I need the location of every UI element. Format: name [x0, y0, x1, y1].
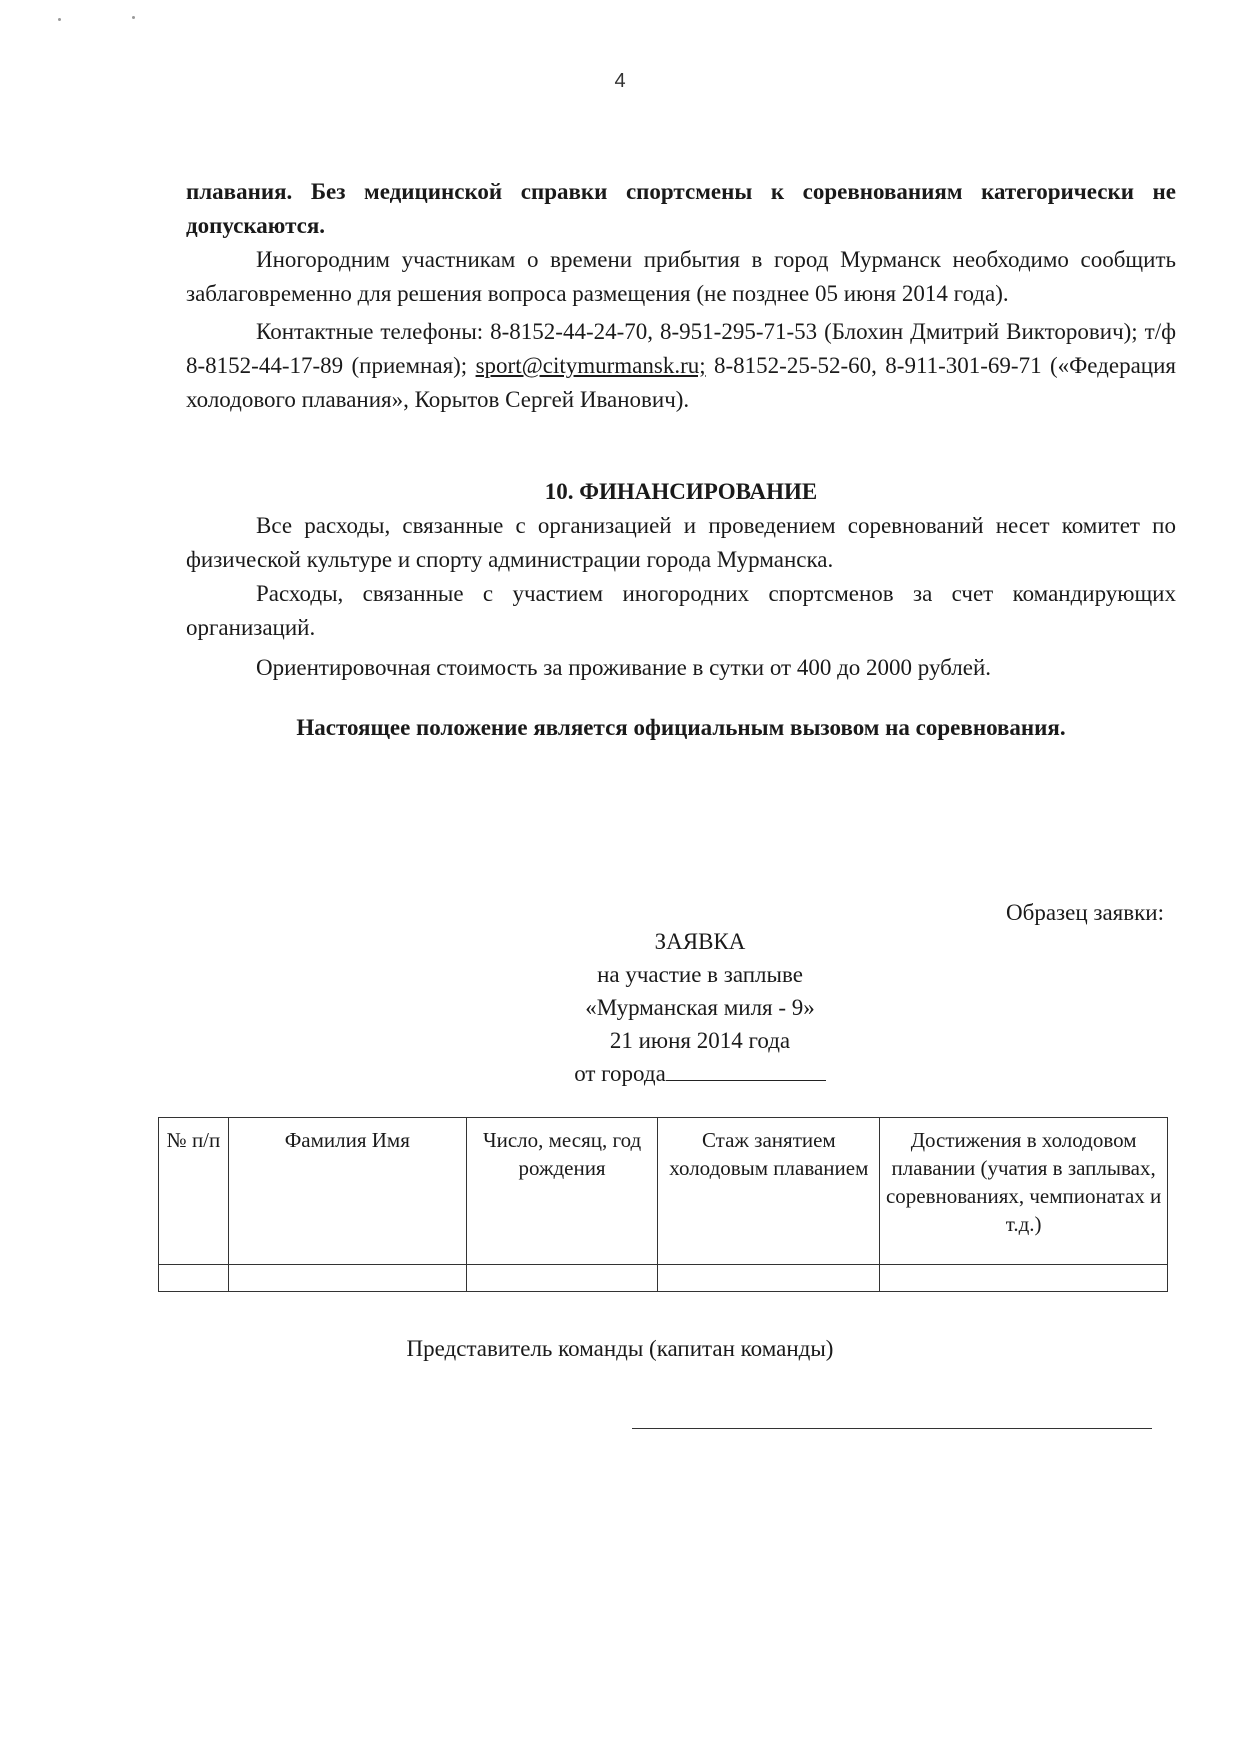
contacts-paragraph: [186, 315, 1176, 417]
section-heading: 10. ФИНАНСИРОВАНИЕ: [544, 479, 818, 504]
application-line-3: 21 июня 2014 года: [609, 1028, 791, 1053]
table-cell[interactable]: [880, 1265, 1168, 1292]
table-cell[interactable]: [228, 1265, 466, 1292]
application-header: [500, 925, 900, 1090]
contacts-text: Контактные телефоны: 8-8152-44-24-70, 8-951-295-71-53 (Блохин Дмитрий Викторович); т/ф 8-8152-44-17-89 (приемная);: [186, 319, 1176, 378]
header-birthdate: Число, месяц, год рождения: [466, 1118, 658, 1265]
contacts-text-tail: 8-8152-25-52-60, 8-911-301-69-71 («Федерация холодового плавания», Корытов Сергей Иванович).: [186, 353, 1176, 412]
scan-speck: [58, 18, 61, 21]
intro-text: [186, 175, 1176, 417]
header-number: № п/п: [159, 1118, 229, 1265]
table-cell[interactable]: [159, 1265, 229, 1292]
header-achievements: Достижения в холодовом плавании (учатия в заплывах, соревнованиях, чемпионатах и т.д.): [880, 1118, 1168, 1265]
application-line-4: [500, 1057, 900, 1090]
email-link[interactable]: sport@citymurmansk.ru;: [475, 353, 706, 378]
header-name: Фамилия Имя: [228, 1118, 466, 1265]
application-title: ЗАЯВКА: [654, 929, 746, 954]
financing-paragraph-2: Расходы, связанные с участием иногородних спортсменов за счет командирующих организаций.: [186, 581, 1176, 640]
table-row: [159, 1265, 1168, 1292]
scan-speck: [132, 16, 135, 19]
application-table: [158, 1117, 1168, 1292]
city-blank-line[interactable]: [666, 1058, 826, 1081]
application-line-1: на участие в заплыве: [597, 962, 803, 987]
table-header-row: [159, 1118, 1168, 1265]
financing-paragraph-1: Все расходы, связанные с организацией и проведением соревнований несет комитет по физической культуре и спорту администрации города Мурманска.: [186, 513, 1176, 572]
signature-line[interactable]: [632, 1428, 1152, 1429]
medical-note: плавания. Без медицинской справки спортсмены к соревнованиям категорически не допускаются.: [186, 179, 1176, 238]
section-financing: [186, 475, 1176, 745]
application-line-2: «Мурманская миля - 9»: [585, 995, 815, 1020]
header-experience: Стаж занятием холодовым плаванием: [658, 1118, 880, 1265]
arrival-note: Иногородним участникам о времени прибытия в город Мурманск необходимо сообщить заблаговременно для решения вопроса размещения (не позднее 05 июня 2014 года).: [186, 247, 1176, 306]
financing-paragraph-3: Ориентировочная стоимость за проживание в сутки от 400 до 2000 рублей.: [256, 655, 992, 680]
official-call: Настоящее положение является официальным вызовом на соревнования.: [296, 715, 1066, 740]
representative-label: Представитель команды (капитан команды): [406, 1336, 834, 1361]
table-cell[interactable]: [466, 1265, 658, 1292]
table-cell[interactable]: [658, 1265, 880, 1292]
sample-label: Образец заявки:: [1006, 900, 1164, 925]
city-label: от города: [574, 1061, 666, 1086]
page-number: 4: [614, 70, 626, 92]
